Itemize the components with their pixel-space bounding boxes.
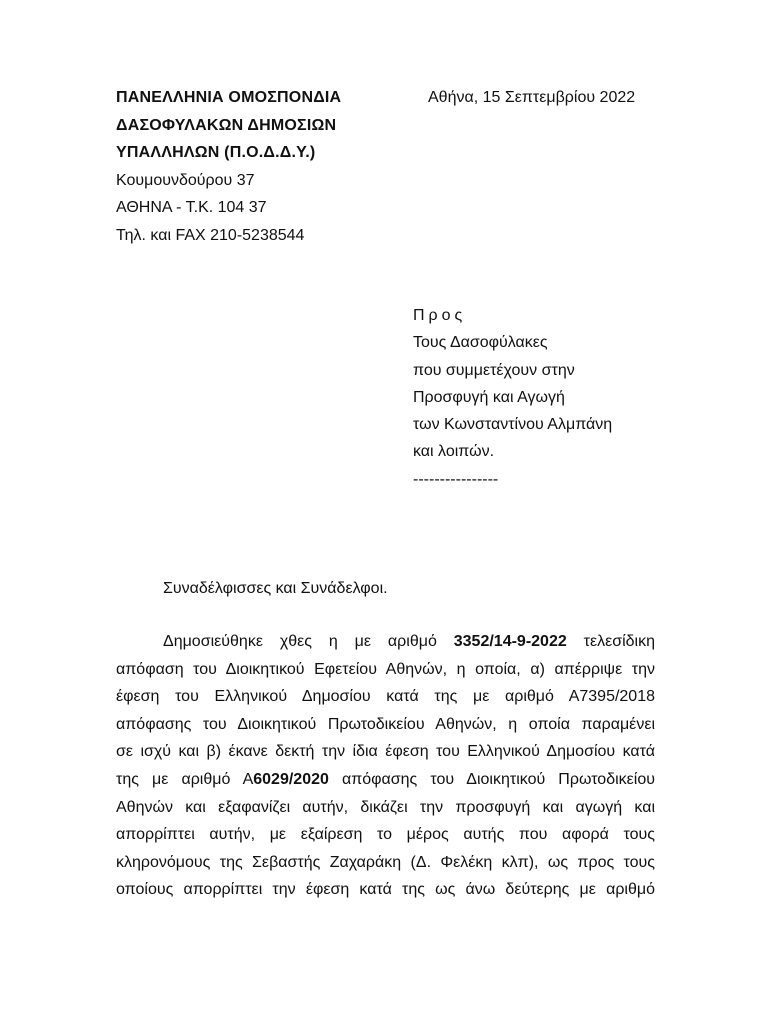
body-line: οποίους απορρίπτει την έφεση κατά της ως άνω δεύτερης με αριθμό [116, 881, 655, 899]
recipient-separator: ---------------- [413, 470, 499, 488]
sender-phone-value: FAX 210-5238544 [175, 226, 305, 244]
sender-city: ΑΘΗΝΑ - Τ.Κ. 104 37 [116, 199, 267, 217]
sender-street: Κουμουνδούρου 37 [116, 171, 255, 189]
body-line [116, 766, 655, 794]
date-text: Αθήνα, 15 Σεπτεμβρίου [428, 89, 600, 106]
recipient-block [413, 302, 713, 493]
recipient-line: των Κωνσταντίνου Αλμπάνη [413, 416, 613, 434]
decision-number-bold: 6029/2020 [253, 770, 329, 788]
recipient-line: Τους Δασοφύλακες [413, 334, 548, 352]
sender-block [116, 84, 416, 250]
body-line: κληρονόμους της Σεβαστής Ζαχαράκη (Δ. Φελέκη κλπ), ως προς τους [116, 853, 655, 871]
body-line: σε ισχύ και β) έκανε δεκτή την ίδια έφεση του Ελληνικού Δημοσίου κατά [116, 743, 655, 761]
body-line: απορρίπτει αυτήν, με εξαίρεση το μέρος αυτής που αφορά τους [116, 826, 655, 844]
body-text-segment: τελεσίδικη [566, 633, 656, 650]
decision-number-bold: 3352/14-9-2022 [453, 633, 567, 650]
recipient-line: που συμμετέχουν στην [413, 361, 575, 379]
body-line [116, 628, 655, 656]
sender-phone-prefix: Τηλ. και [116, 226, 176, 244]
body-text-segment: της με αριθμό Α [116, 770, 254, 788]
recipient-line: Προσφυγή και Αγωγή [413, 388, 565, 406]
body-line: Αθηνών και εξαφανίζει αυτήν, δικάζει την προσφυγή και αγωγή και [116, 798, 655, 816]
body-line: απόφασης του Διοικητικού Πρωτοδικείου Αθηνών, η οποία παραμένει [116, 715, 655, 733]
recipient-line: και λοιπών. [413, 443, 495, 461]
body-text-segment: απόφασης του Διοικητικού Πρωτοδικείου [328, 770, 656, 788]
sender-org-line-3: ΥΠΑΛΛΗΛΩΝ (Π.Ο.Δ.Δ.Υ.) [116, 144, 316, 162]
sender-phone [116, 222, 416, 250]
sender-org-line-1: ΠΑΝΕΛΛΗΝΙΑ ΟΜΟΣΠΟΝΔΙΑ [116, 89, 342, 106]
document-date [428, 84, 635, 112]
body-line: απόφαση του Διοικητικού Εφετείου Αθηνών, η οποία, α) απέρριψε την [116, 660, 655, 678]
body-text-segment: Δημοσιεύθηκε χθες η με αριθμό [163, 633, 454, 650]
greeting: Συναδέλφισσες και Συνάδελφοι. [163, 580, 388, 597]
body-line: έφεση του Ελληνικού Δημοσίου κατά της με αριθμό Α7395/2018 [116, 688, 655, 706]
body-paragraph [116, 628, 655, 904]
sender-org-line-2: ΔΑΣΟΦΥΛΑΚΩΝ ΔΗΜΟΣΙΩΝ [116, 116, 337, 134]
date-year: 2022 [599, 89, 636, 106]
recipient-heading: Προς [413, 307, 467, 324]
